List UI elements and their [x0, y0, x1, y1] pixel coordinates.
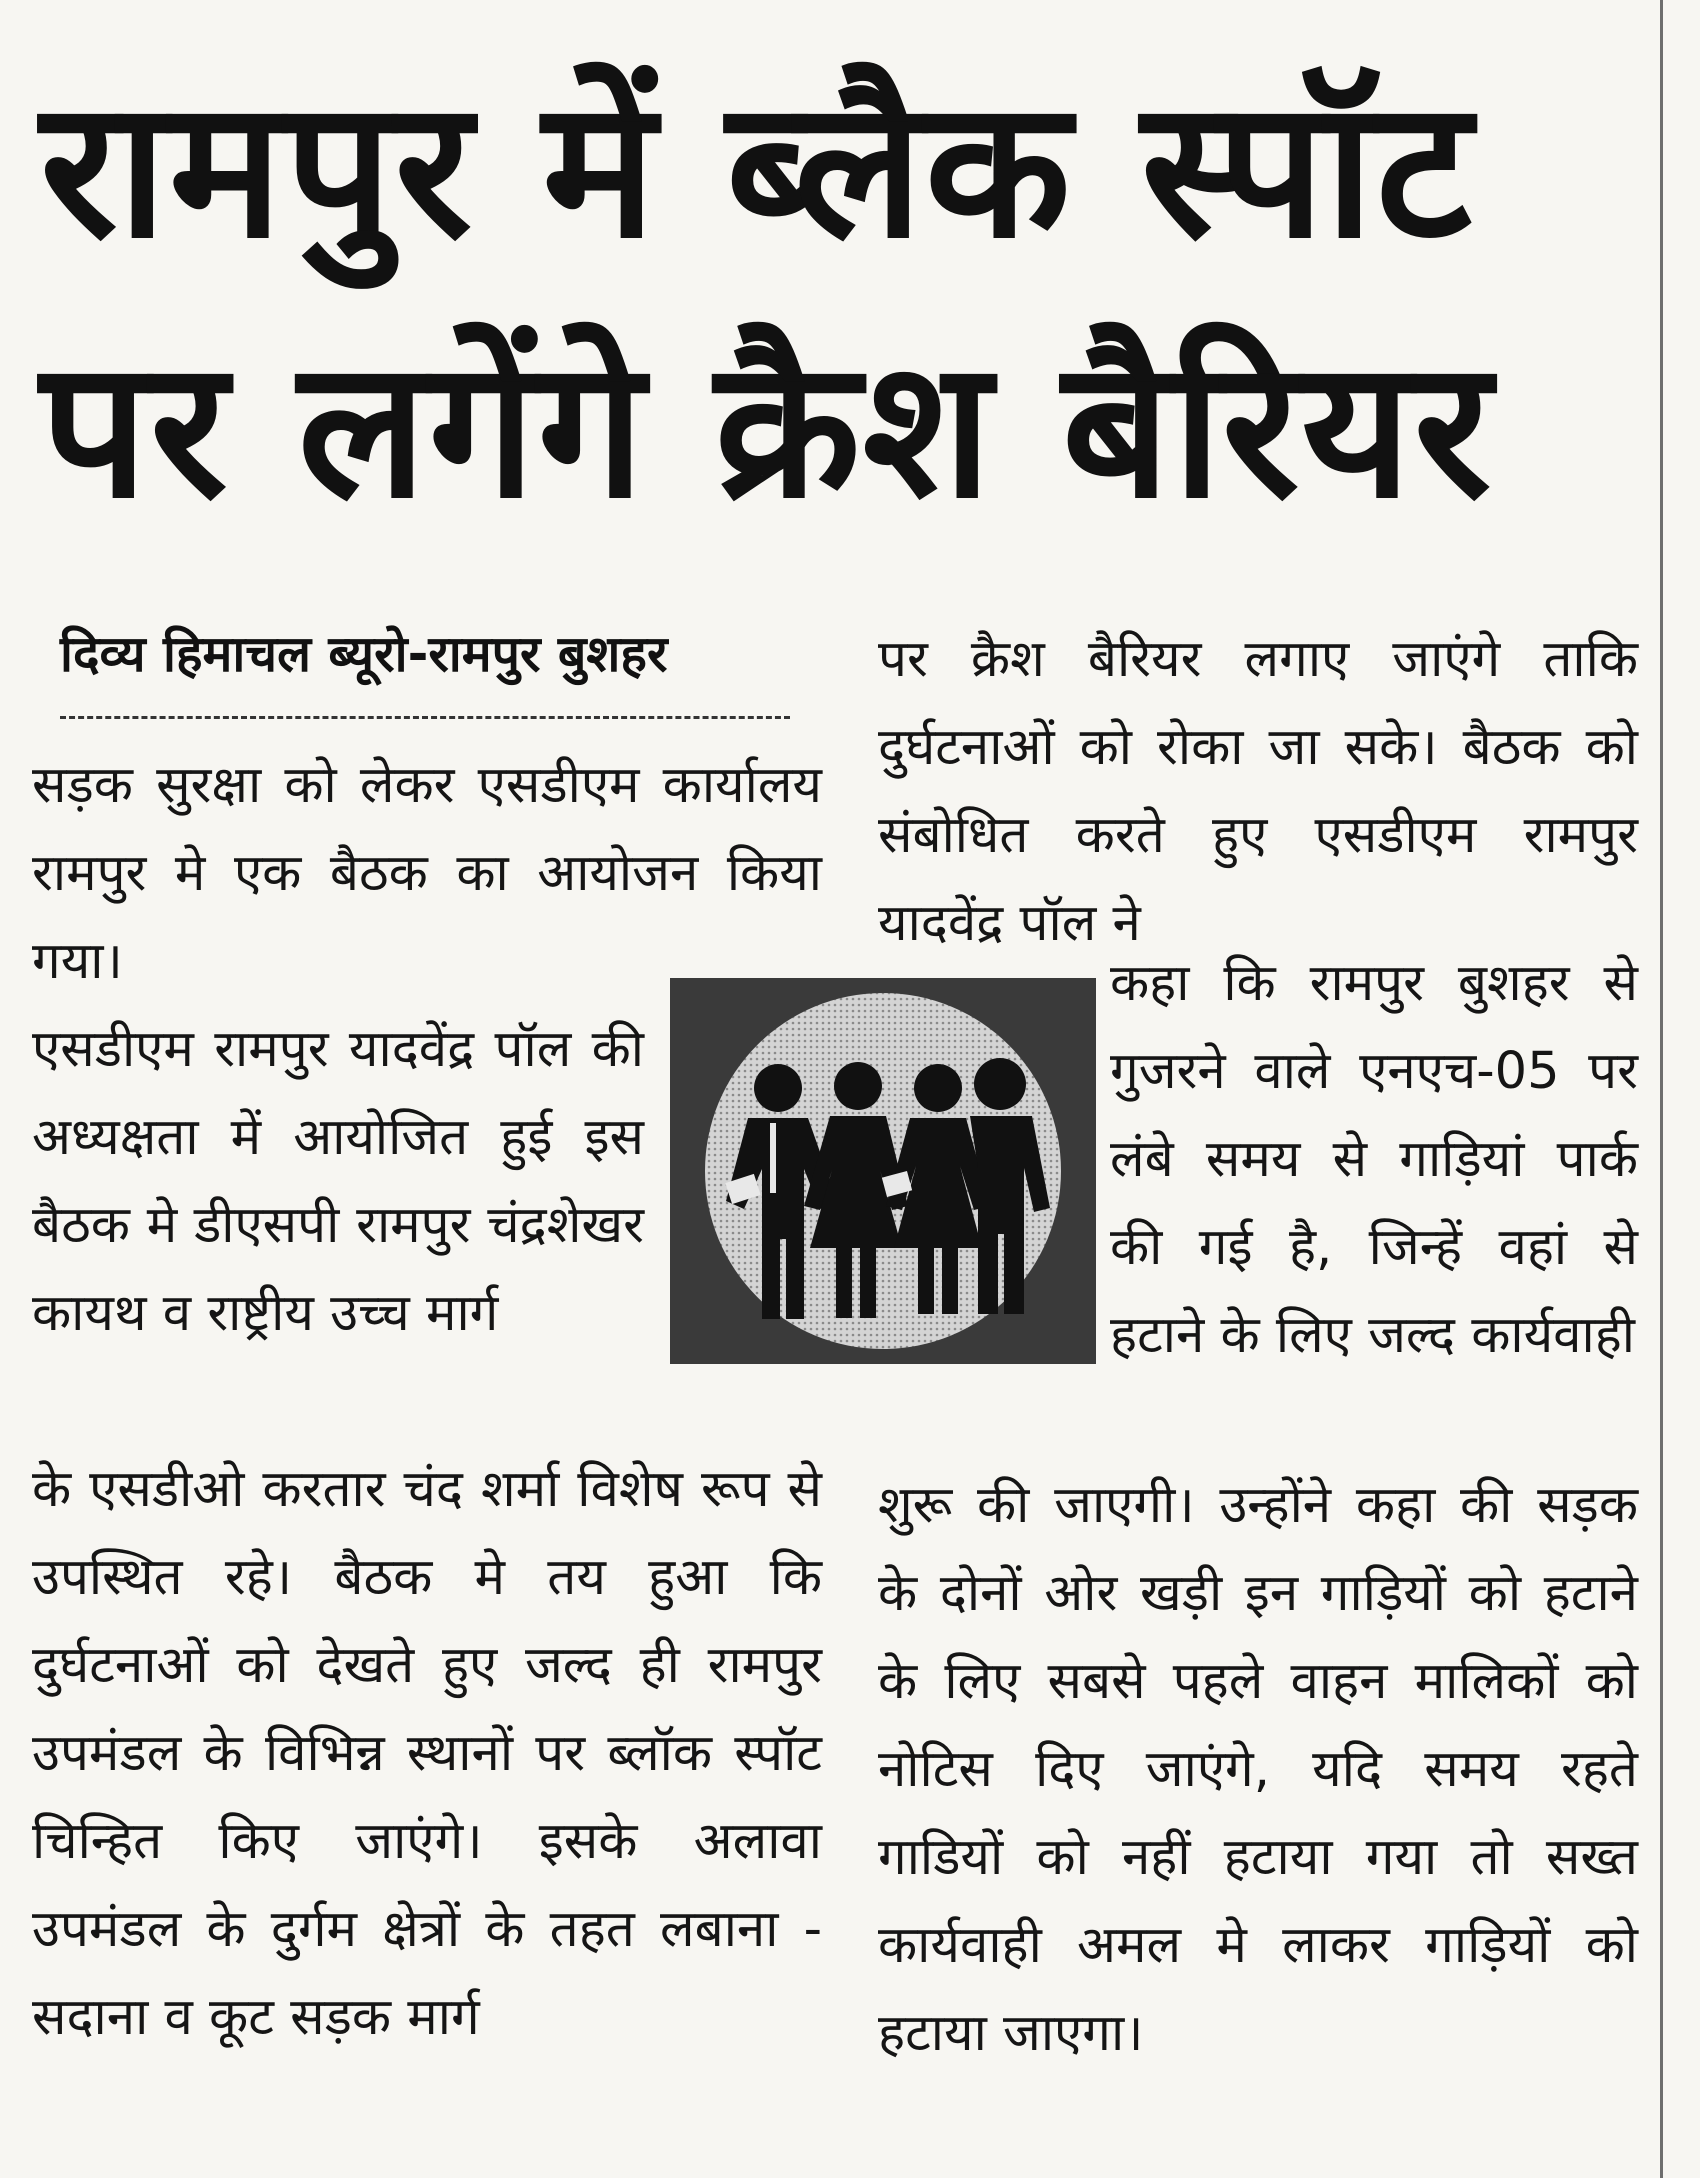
headline-line-2: पर लगेंगे क्रैश बैरियर [40, 319, 1494, 540]
paragraph: के एसडीओ करतार चंद शर्मा विशेष रूप से उपस्थित रहे। बैठक मे तय हुआ कि दुर्घटनाओं को देखते हुए जल्द ही रामपुर उपमंडल के विभिन्न स्थानों पर ब्लॉक स्पॉट चिन्हित किए जाएंगे। इसके अलावा उपमंडल के दुर्गम क्षेत्रों के तहत लबाना - सदाना व कूट सड़क मार्ग [32, 1460, 822, 2047]
right-column-top [878, 616, 1638, 968]
column-rule [1660, 0, 1663, 2178]
byline: दिव्य हिमाचल ब्यूरो-रामपुर बुशहर [60, 625, 668, 683]
paragraph: शुरू की जाएगी। उन्होंने कहा की सड़क के दोनों ओर खड़ी इन गाड़ियों को हटाने के लिए सबसे पहले वाहन मालिकों को नोटिस दिए जाएंगे, यदि समय रहते गाडियों को नहीं हटाया गया तो सख्त कार्यवाही अमल मे लाकर गाड़ियों को हटाया जाएगा। [878, 1476, 1638, 2063]
paragraph: सड़क सुरक्षा को लेकर एसडीएम कार्यालय रामपुर मे एक बैठक का आयोजन किया गया। [32, 756, 822, 991]
left-column-middle [32, 1006, 644, 1358]
left-column-top [32, 742, 822, 1006]
right-column-bottom [878, 1462, 1638, 2078]
paragraph: पर क्रैश बैरियर लगाए जाएंगे ताकि दुर्घटनाओं को रोका जा सके। बैठक को संबोधित करते हुए एसडीएम रामपुर यादवेंद्र पॉल ने [878, 630, 1638, 953]
group-of-people-icon [670, 978, 1096, 1364]
right-column-middle [1110, 940, 1638, 1380]
headline-line-1: रामपुर में ब्लैक स्पॉट [40, 59, 1474, 280]
paragraph: कहा कि रामपुर बुशहर से गुजरने वाले एनएच-05 पर लंबे समय से गाड़ियां पार्क की गई है, जिन्हें वहां से हटाने के लिए जल्द कार्यवाही [1110, 954, 1638, 1365]
byline-divider [60, 716, 790, 719]
paragraph: एसडीएम रामपुर यादवेंद्र पॉल की अध्यक्षता में आयोजित हुई इस बैठक मे डीएसपी रामपुर चंद्रशेखर कायथ व राष्ट्रीय उच्च मार्ग [32, 1020, 644, 1343]
headline [40, 40, 1640, 560]
left-column-bottom [32, 1446, 822, 2062]
